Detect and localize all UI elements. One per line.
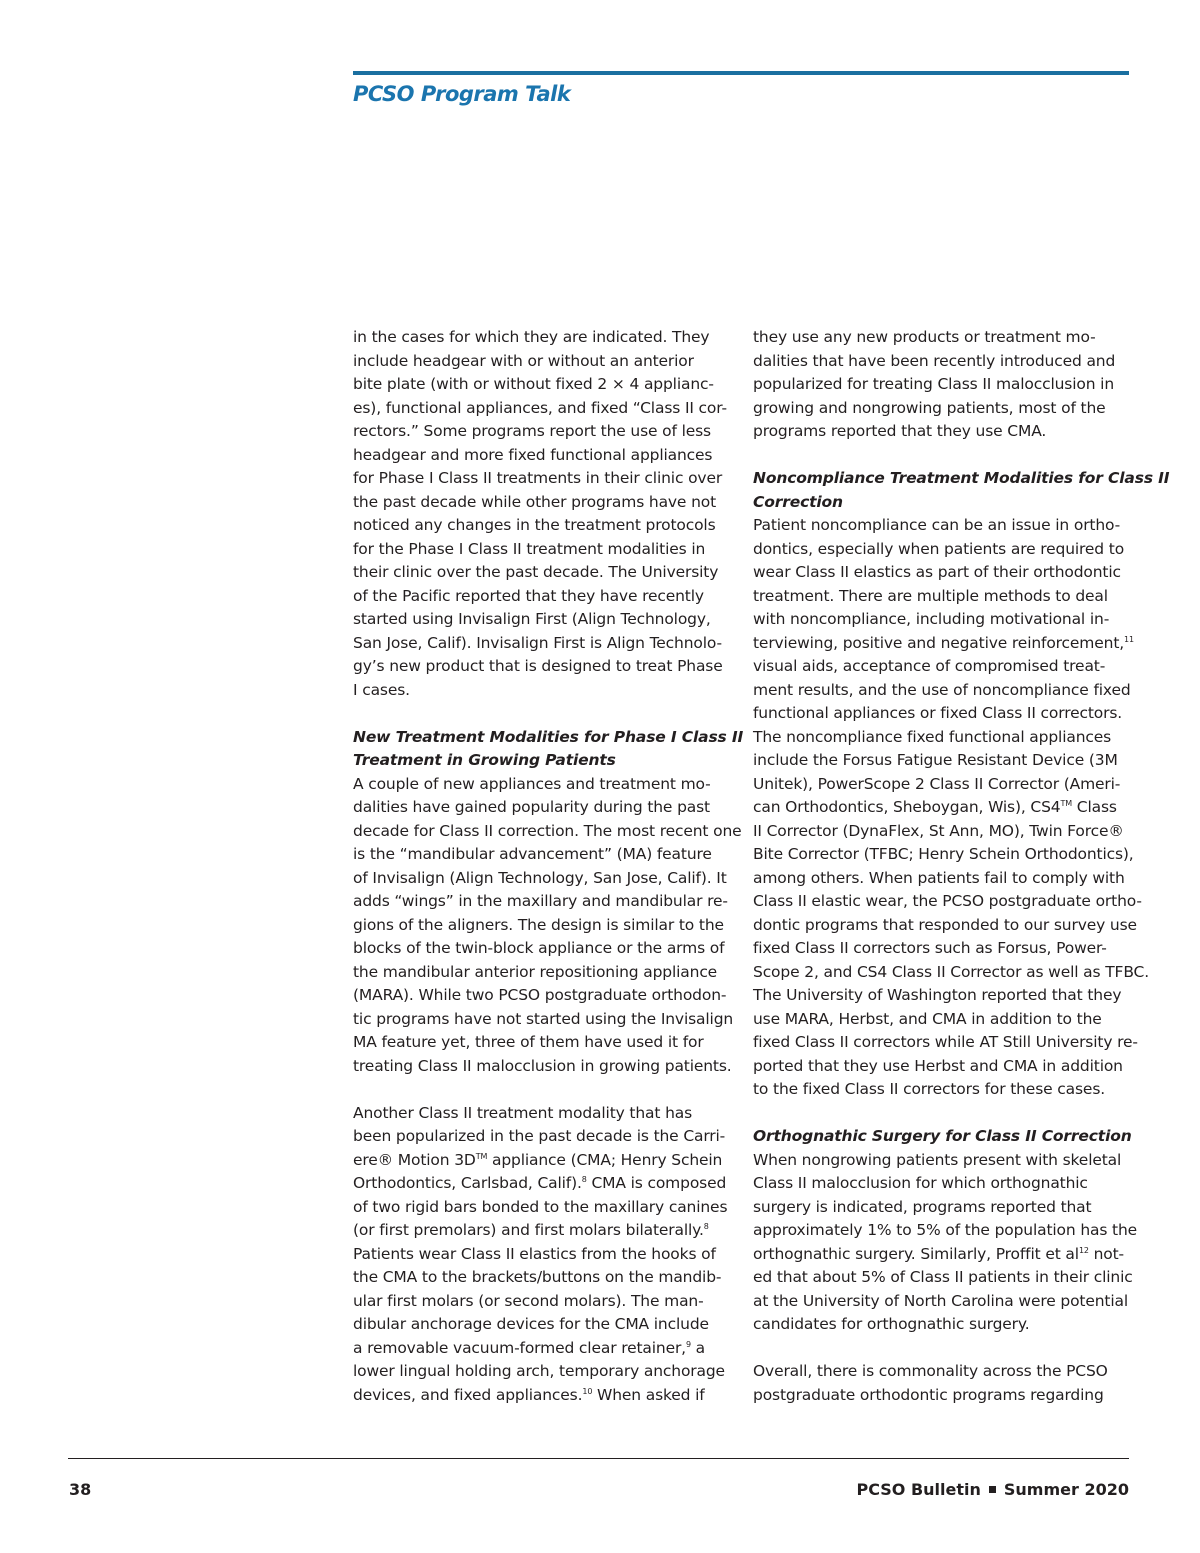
paragraph-mandibular-advancement: A couple of new appliances and treatment mo- dalities have gained popularity during the past decade for Class II correction. The most recent one is the “mandibular advancement” (MA) feature of Invisalign (Align Technology, San Jose, Calif). It adds “wings” in the maxillary and mandibular re- gions of the aligners. The design is similar to the blocks of the twin-block appliance or the arms of the mandibular anterior repositioning appliance (MARA). While two PCSO postgraduate orthodon- tic programs have not started using the Invisalign MA feature yet, three of them have used it for treating Class II malocclusion in growing patients. — [353, 774, 742, 1075]
right-column — [753, 326, 1170, 1407]
citation-ref: 12 — [1078, 1245, 1089, 1255]
page-number: 38 — [69, 1480, 92, 1499]
paragraph-carriere-motion: Another Class II treatment modality that has been popularized in the past decade is the Carri- ere® Motion 3D™ appliance (CMA; Henry Schein Orthodontics, Carlsbad, Calif).$^8$ CMA is composed of two rigid bars bonded to the maxillary canines (or first premolars) and first molars bilaterally.$^8$ Patients wear Class II elastics from the hooks of the CMA to the brackets/buttons on the mandib- ular first molars (or second molars). The man- dibular anchorage devices for the CMA include a removable vacuum-formed clear retainer,$^9$ a lower lingual holding arch, temporary anchorage devices, and fixed appliances.$^{10}$ When asked if — [353, 1103, 728, 1404]
left-column — [353, 326, 744, 1407]
paragraph-overall: Overall, there is commonality across the PCSO postgraduate orthodontic programs regarding — [753, 1362, 1108, 1404]
paragraph-phase1-protocols: in the cases for which they are indicated. They include headgear with or without an anterior bite plate (with or without fixed 2 × 4 applianc- es), functional appliances, and fixed “Class II cor- rectors.” Some programs report the use of less headgear and more fixed functional appliances for Phase I Class II treatments in their clinic over the past decade while other programs have not noticed any changes in the treatment protocols for the Phase I Class II treatment modalities in their clinic over the past decade. The University of the Pacific reported that they have recently started using Invisalign First (Align Technology, San Jose, Calif). Invisalign First is Align Technolo- gy’s new product that is designed to treat Phase I cases. — [353, 328, 727, 699]
paragraph-orthognathic-surgery: When nongrowing patients present with skeletal Class II malocclusion for which orthognathic surgery is indicated, programs reported that approximately 1% to 5% of the population has the orthognathic surgery. Similarly, Proffit et $al^{12}$ not- ed that about 5% of Class II patients in their clinic at the University of North Carolina were potential candidates for orthognathic surgery. — [753, 1150, 1138, 1333]
paragraph-noncompliance: Patient noncompliance can be an issue in ortho- dontics, especially when patients are required to wear Class II elastics as part of their orthodontic treatment. There are multiple methods to deal with noncompliance, including motivational in- terviewing, positive and negative reinforcement,$^{11}$ visual aids, acceptance of compromised treat- ment results, and the use of noncompliance fixed functional appliances or fixed Class II correctors. The noncompliance fixed functional appliances include the Forsus Fatigue Resistant Device (3M Unitek), PowerScope 2 Class II Corrector (Ameri- can Orthodontics, Sheboygan, Wis), CS4™ Class II Corrector (DynaFlex, St Ann, MO), Twin Force® Bite Corrector (TFBC; Henry Schein Orthodontics), among others. When patients fail to comply with Class II elastic wear, the PCSO postgraduate ortho- dontic programs that responded to our survey use fixed Class II correctors such as Forsus, Power- Scope 2, and CS4 Class II Corrector as well as TFBC. The University of Washington reported that they use MARA, Herbst, and CMA in addition to the fixed Class II correctors while AT Still University re- ported that they use Herbst and CMA in addition to the fixed Class II correctors for these cases. — [753, 516, 1149, 1098]
subheading-noncompliance: Noncompliance Treatment Modalities for Class II Correction — [753, 469, 1170, 511]
subheading-orthognathic-surgery: Orthognathic Surgery for Class II Correction — [753, 1127, 1132, 1145]
section-title: PCSO Program Talk — [353, 82, 571, 106]
citation-ref: 10 — [582, 1386, 593, 1396]
header-rule — [353, 71, 1129, 75]
subheading-new-treatment-modalities: New Treatment Modalities for Phase I Class II Treatment in Growing Patients — [353, 727, 744, 769]
issue-date: Summer 2020 — [1003, 1480, 1129, 1499]
citation-ref: 8 — [581, 1175, 587, 1184]
citation-ref: 9 — [685, 1339, 691, 1349]
separator-square-icon — [989, 1486, 996, 1493]
citation-ref: 8 — [703, 1222, 709, 1231]
footer-rule — [68, 1458, 1129, 1459]
publication-name: PCSO Bulletin — [856, 1480, 981, 1499]
citation-ref: 11 — [1124, 634, 1134, 644]
footer-publication-info — [857, 1480, 1130, 1499]
paragraph-new-products: they use any new products or treatment mo- dalities that have been recently introduced and popularized for treating Class II malocclusion in growing and nongrowing patients, most of the programs reported that they use CMA. — [753, 328, 1116, 440]
